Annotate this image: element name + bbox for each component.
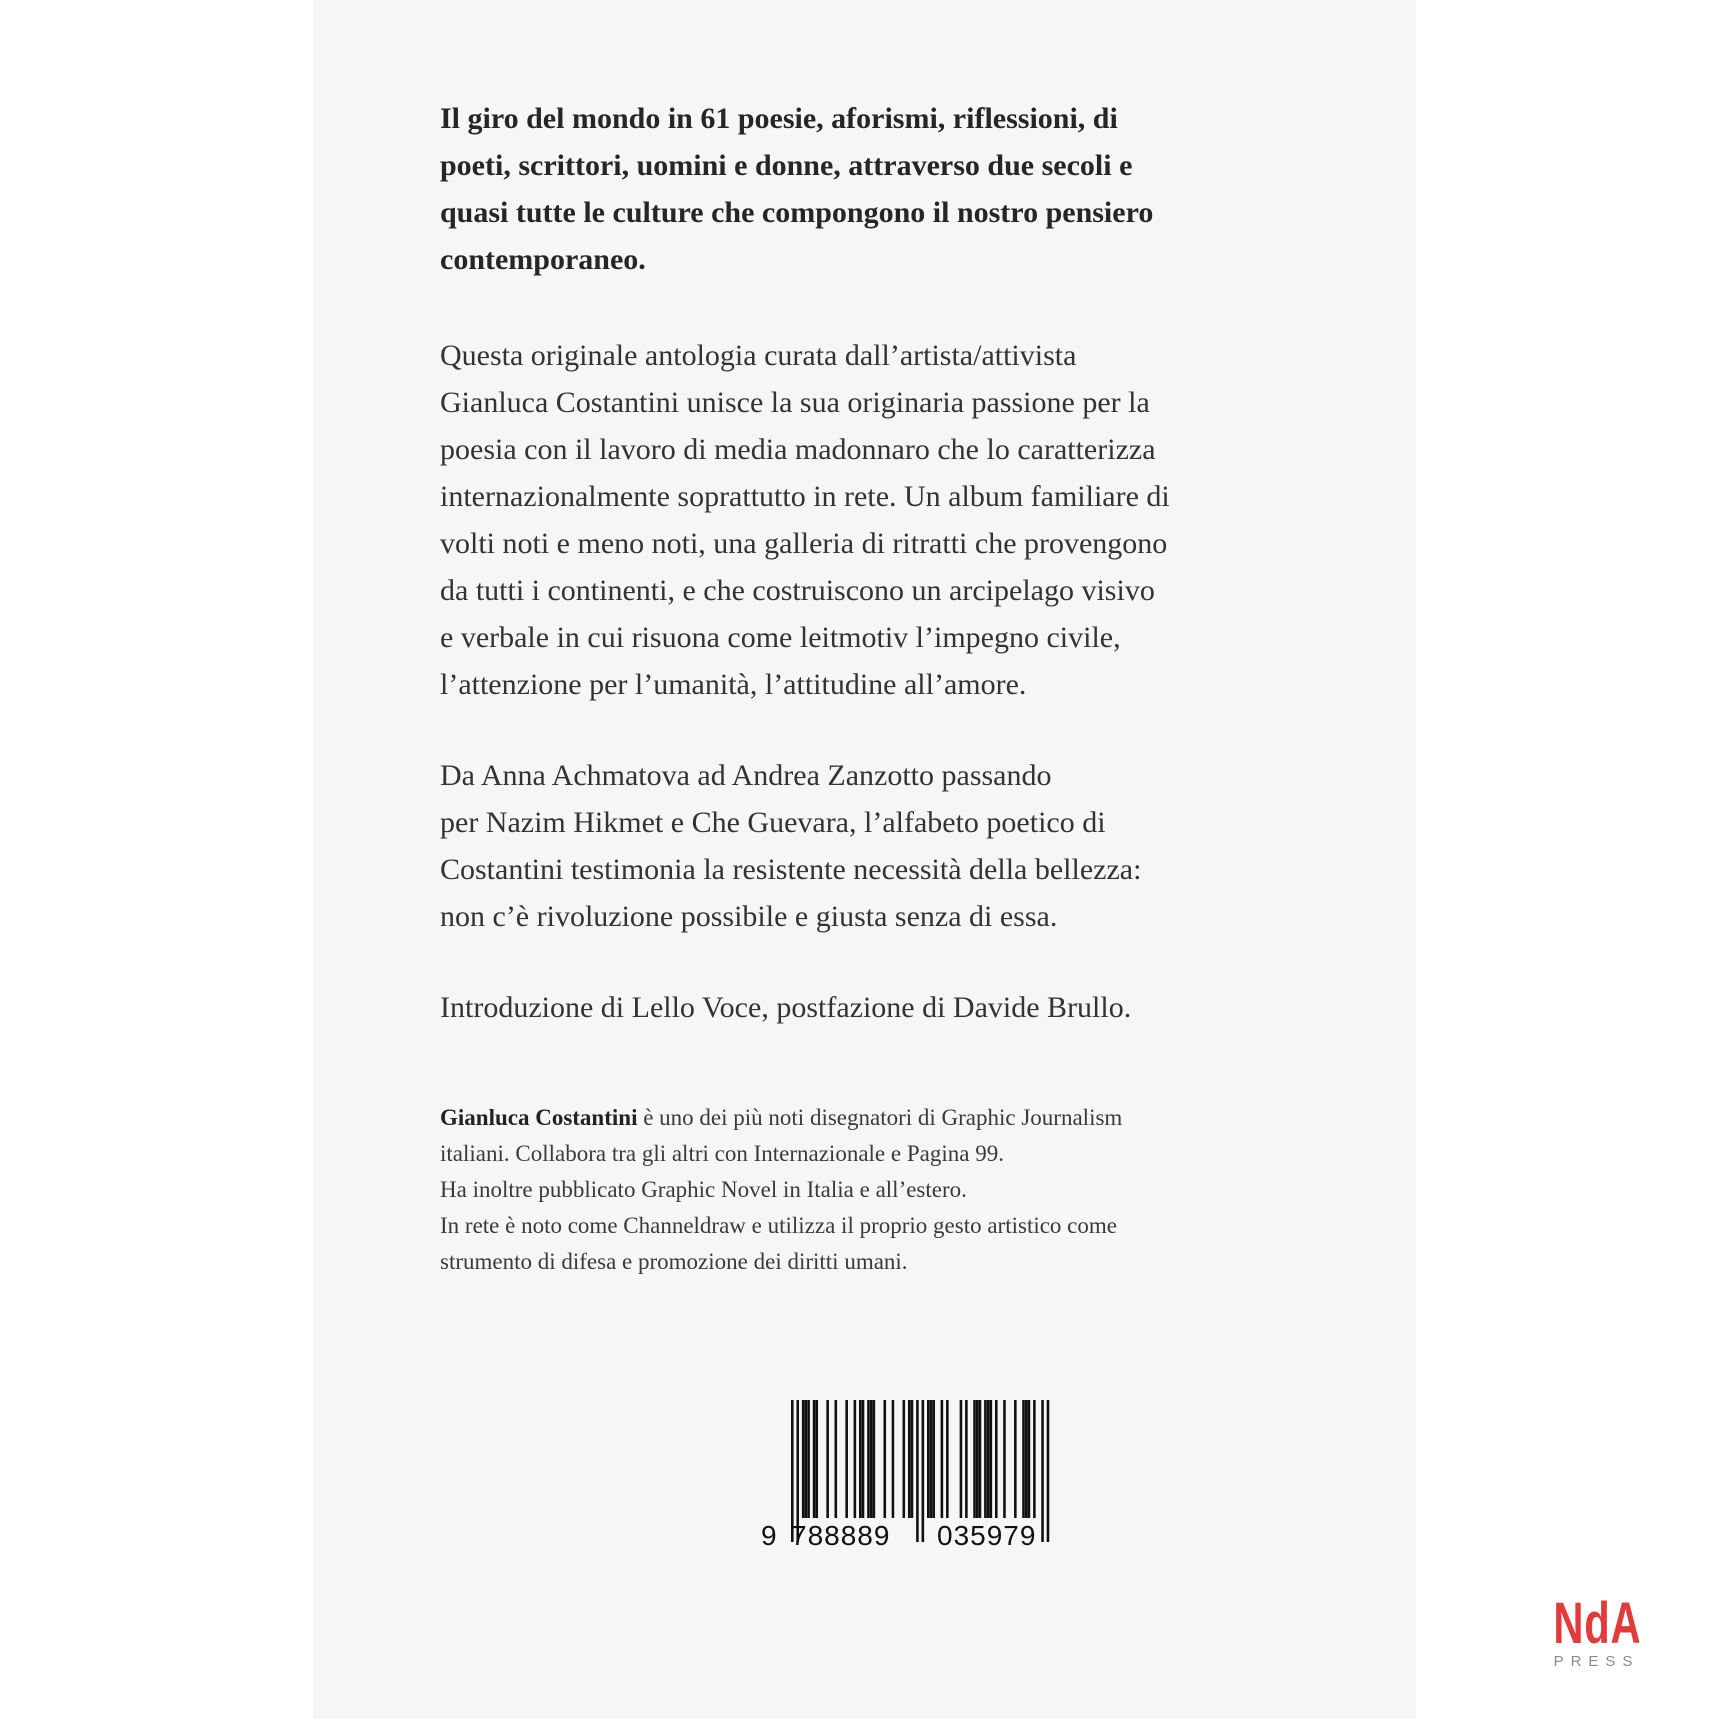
barcode-bar — [873, 1400, 876, 1518]
barcode-bar — [835, 1400, 838, 1518]
barcode-right-group: 035979 — [937, 1520, 1037, 1551]
barcode-bar — [862, 1400, 865, 1518]
paragraph-line: volti noti e meno noti, una galleria di ritratti che provengono — [440, 527, 1168, 560]
barcode-first-digit: 9 — [761, 1520, 777, 1551]
barcode-bar — [870, 1400, 873, 1518]
barcode-bar — [990, 1400, 993, 1518]
barcode-bar — [854, 1400, 857, 1518]
isbn-barcode — [759, 1400, 1079, 1560]
barcode-bar — [984, 1400, 987, 1518]
paragraph-line: poesia con il lavoro di media madonnaro che lo caratterizza — [440, 433, 1156, 466]
barcode-bar — [805, 1400, 808, 1518]
barcode-bar — [867, 1400, 870, 1518]
barcode-bar — [813, 1400, 816, 1518]
barcode-bar — [987, 1400, 990, 1518]
author-name: Gianluca Costantini — [440, 1105, 638, 1130]
bio-line: italiani. Collabora tra gli altri con Internazionale e Pagina 99. — [440, 1141, 1004, 1166]
barcode-left-group: 788889 — [791, 1520, 891, 1551]
bio-text: è uno dei più noti disegnatori di Graphic Journalism — [637, 1105, 1123, 1130]
barcode-bar — [965, 1400, 968, 1518]
barcode-bar — [976, 1400, 979, 1518]
barcode-bar — [941, 1400, 944, 1518]
barcode-bar — [802, 1400, 805, 1518]
paragraph-line: l’attenzione per l’umanità, l’attitudine all’amore. — [440, 668, 1027, 701]
barcode-bar — [1022, 1400, 1025, 1518]
paragraph-line: Da Anna Achmatova ad Andrea Zanzotto passando — [440, 759, 1052, 792]
barcode-bar — [1014, 1400, 1017, 1518]
back-cover — [313, 0, 1642, 1719]
lead-line: poeti, scrittori, uomini e donne, attraverso due secoli e — [440, 149, 1133, 182]
paragraph-line: per Nazim Hikmet e Che Guevara, l’alfabeto poetico di — [440, 806, 1106, 839]
paragraph-line: e verbale in cui risuona come leitmotiv l’impegno civile, — [440, 621, 1121, 654]
barcode-bar — [960, 1400, 963, 1518]
lead-line: Il giro del mondo in 61 poesie, aforismi, riflessioni, di — [440, 102, 1118, 135]
barcode-bar — [911, 1400, 914, 1518]
logo-wordmark: NdA — [1553, 1591, 1642, 1656]
barcode-bar — [995, 1400, 998, 1518]
bio-line: In rete è noto come Channeldraw e utilizza il proprio gesto artistico come — [440, 1213, 1117, 1238]
barcode-bar — [859, 1400, 862, 1518]
barcode-bar — [946, 1400, 949, 1518]
lead-line: contemporaneo. — [440, 243, 646, 276]
barcode-bar — [883, 1400, 886, 1518]
logo-subtitle: PRESS — [1553, 1653, 1640, 1670]
authors-paragraph — [440, 752, 1340, 940]
barcode-bar — [826, 1400, 829, 1518]
barcode-bar — [845, 1400, 848, 1518]
barcode-bar — [930, 1400, 933, 1518]
barcode-bar — [1003, 1400, 1006, 1518]
publisher-logo — [1538, 1591, 1648, 1675]
paragraph-line: Questa originale antologia curata dall’artista/attivista — [440, 339, 1077, 372]
lead-paragraph — [440, 95, 1340, 283]
barcode-bar — [979, 1400, 982, 1518]
description-paragraph — [440, 332, 1340, 708]
paragraph-line: internazionalmente soprattutto in rete. Un album familiare di — [440, 480, 1170, 513]
paragraph-line: non c’è rivoluzione possibile e giusta senza di essa. — [440, 900, 1058, 933]
barcode-digits — [759, 1520, 1079, 1560]
barcode-bar — [1025, 1400, 1028, 1518]
paragraph-line: Gianluca Costantini unisce la sua originaria passione per la — [440, 386, 1150, 419]
barcode-bar — [908, 1400, 911, 1518]
bio-line: Ha inoltre pubblicato Graphic Novel in Italia e all’estero. — [440, 1177, 967, 1202]
author-bio — [440, 1100, 1340, 1280]
barcode-bar — [927, 1400, 930, 1518]
barcode-bar — [815, 1400, 818, 1518]
barcode-bar — [807, 1400, 810, 1518]
barcode-bar — [1033, 1400, 1036, 1518]
paragraph-line: Costantini testimonia la resistente necessità della bellezza: — [440, 853, 1142, 886]
barcode-bar — [973, 1400, 976, 1518]
barcode-bar — [932, 1400, 935, 1518]
bio-line: strumento di difesa e promozione dei diritti umani. — [440, 1249, 908, 1274]
lead-line: quasi tutte le culture che compongono il nostro pensiero — [440, 196, 1154, 229]
barcode-bar — [892, 1400, 895, 1518]
barcode-bar — [903, 1400, 906, 1518]
credits-paragraph: Introduzione di Lello Voce, postfazione di Davide Brullo. — [440, 991, 1132, 1024]
bio-first-line — [440, 1100, 1340, 1136]
barcode-bar — [1028, 1400, 1031, 1518]
paragraph-line: da tutti i continenti, e che costruiscono un arcipelago visivo — [440, 574, 1155, 607]
